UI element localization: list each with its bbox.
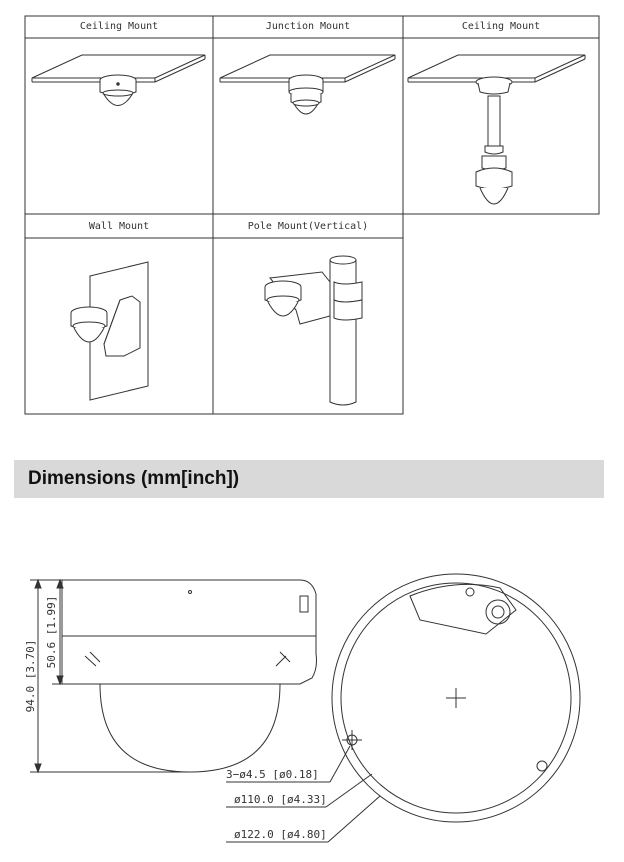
mount-label-junction: Junction Mount (265, 21, 351, 32)
mount-label-pendant: Ceiling Mount (461, 21, 541, 32)
junction-mount-illustration (220, 55, 395, 114)
section-title: Dimensions (mm[inch]) (28, 468, 240, 489)
dim-outer-diameter: ø122.0 [ø4.80] (234, 828, 327, 841)
pendant-mount-illustration (408, 55, 585, 204)
mount-label-ceiling: Ceiling Mount (79, 21, 159, 32)
dim-inner-diameter: ø110.0 [ø4.33] (234, 793, 327, 806)
mount-label-wall: Wall Mount (88, 221, 150, 232)
side-view (30, 580, 317, 772)
wall-mount-illustration (71, 262, 148, 400)
dim-holes: 3−ø4.5 [ø0.18] (226, 768, 319, 781)
mount-grid (0, 0, 624, 420)
section-header (14, 460, 604, 498)
mount-label-pole: Pole Mount(Vertical) (247, 221, 369, 232)
pole-mount-illustration (265, 256, 362, 405)
dimension-drawing (0, 560, 624, 862)
dim-upper-height: 50.6 [1.99] (45, 595, 58, 669)
dim-total-height: 94.0 [3.70] (24, 639, 37, 713)
ceiling-mount-illustration (32, 55, 205, 106)
